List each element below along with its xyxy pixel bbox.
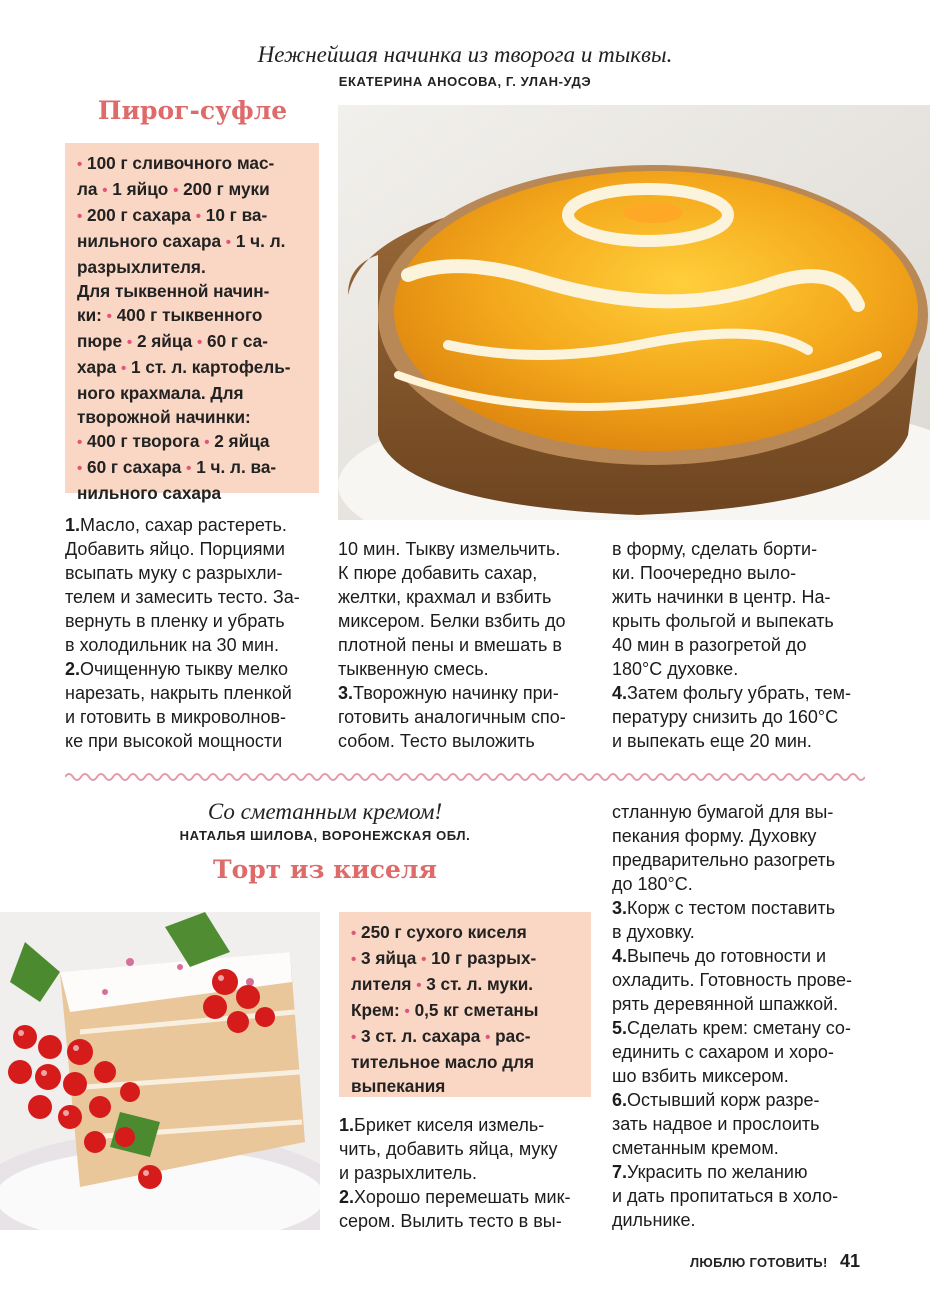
recipe2-step-line: зать надвое и прослоить [612, 1114, 820, 1134]
recipe2-step-line: 4.Выпечь до готовности и [612, 946, 827, 966]
recipe2-ingredient-line: тительное масло для [351, 1052, 535, 1072]
recipe1-ingredient-line: ла • 1 яйцо • 200 г муки [77, 179, 270, 199]
step-number: 2. [339, 1187, 355, 1207]
recipe2-step-line: 1.Брикет киселя измель- [339, 1115, 545, 1135]
step-number: 5. [612, 1018, 628, 1038]
recipe1-step-line: телем и замесить тесто. За- [65, 587, 300, 607]
recipe1-step-line: 3.Творожную начинку при- [338, 683, 559, 703]
recipe1-step-line: пературу снизить до 160°С [612, 707, 839, 727]
recipe2-title: Торт из киселя [213, 855, 437, 884]
recipe2-step-line: рять деревянной шпажкой. [612, 994, 839, 1014]
recipe1-ingredients-box [65, 143, 319, 503]
recipe1-steps-column-3 [612, 537, 874, 753]
recipe1-step-line: 2.Очищенную тыкву мелко [65, 659, 289, 679]
recipe1-ingredient-line: разрыхлителя. [77, 257, 206, 277]
recipe1-step-line: крыть фольгой и выпекать [612, 611, 834, 631]
recipe1-step-line: 1.Масло, сахар растереть. [65, 515, 287, 535]
step-number: 1. [65, 515, 81, 535]
recipe1-step-line: вернуть в пленку и убрать [65, 611, 285, 631]
magazine-name: ЛЮБЛЮ ГОТОВИТЬ! [690, 1255, 828, 1270]
recipe2-step-line: и разрыхлитель. [339, 1163, 477, 1183]
recipe2-ingredient-line: • 3 ст. л. сахара • рас- [351, 1026, 531, 1046]
recipe2-step-line: дильнике. [612, 1210, 696, 1230]
recipe2-step-line: 2.Хорошо перемешать мик- [339, 1187, 571, 1207]
recipe1-ingredient-line: нильного сахара [77, 483, 222, 503]
recipe1-ingredient-line: нильного сахара • 1 ч. л. [77, 231, 286, 251]
recipe1-step-line: в форму, сделать борти- [612, 539, 818, 559]
recipe1-step-line: нарезать, накрыть пленкой [65, 683, 292, 703]
recipe1-step-line: и выпекать еще 20 мин. [612, 731, 812, 751]
recipe1-ingredient-line: ки: • 400 г тыквенного [77, 305, 263, 325]
recipe2-step-line: шо взбить миксером. [612, 1066, 789, 1086]
recipe2-tagline: Со сметанным кремом! [207, 799, 443, 824]
recipe1-ingredient-line: • 60 г сахара • 1 ч. л. ва- [77, 457, 277, 477]
recipe2-ingredient-line: • 3 яйца • 10 г разрых- [351, 948, 537, 968]
recipe2-step-line: 5.Сделать крем: сметану со- [612, 1018, 851, 1038]
recipe2-step-line: сером. Вылить тесто в вы- [339, 1211, 562, 1231]
recipe2-step-line: до 180°С. [612, 874, 693, 894]
recipe1-steps-column-1 [65, 513, 327, 753]
step-number: 3. [338, 683, 354, 703]
recipe1-step-line: К пюре добавить сахар, [338, 563, 538, 583]
recipe2-steps-column-2 [339, 1113, 601, 1233]
step-number: 6. [612, 1090, 628, 1110]
recipe2-step-line: 3.Корж с тестом поставить [612, 898, 836, 918]
recipe1-step-line: и готовить в микроволнов- [65, 707, 287, 727]
recipe1-step-line: 40 мин в разогретой до [612, 635, 807, 655]
recipe1-step-line: ке при высокой мощности [65, 731, 283, 751]
pie-photo [338, 105, 930, 520]
recipe1-tagline: Нежнейшая начинка из творога и тыквы. [257, 42, 673, 67]
recipe2-step-line: стланную бумагой для вы- [612, 802, 834, 822]
recipe1-ingredient-line: творожной начинки: [77, 407, 251, 427]
section-divider [65, 770, 865, 784]
recipe2-ingredient-line: лителя • 3 ст. л. муки. [351, 974, 534, 994]
recipe2-steps-column-3 [612, 800, 874, 1232]
recipe2-ingredient-line: • 250 г сухого киселя [351, 922, 527, 942]
recipe2-ingredient-line: выпекания [351, 1076, 446, 1096]
recipe2-step-line: сметанным кремом. [612, 1138, 779, 1158]
page-number: 41 [840, 1251, 861, 1271]
recipe1-ingredient-line: Для тыквенной начин- [77, 281, 270, 301]
recipe1-steps-column-2 [338, 537, 600, 753]
recipe1-title: Пирог-суфле [97, 96, 288, 125]
recipe2-step-line: предварительно разогреть [612, 850, 836, 870]
recipe1-ingredients-list [77, 151, 309, 505]
recipe2-step-line: 6.Остывший корж разре- [612, 1090, 820, 1110]
step-number: 7. [612, 1162, 628, 1182]
recipe1-step-line: 10 мин. Тыкву измельчить. [338, 539, 561, 559]
recipe1-ingredient-line: ного крахмала. Для [77, 383, 244, 403]
recipe2-ingredient-line: Крем: • 0,5 кг сметаны [351, 1000, 539, 1020]
recipe1-step-line: готовить аналогичным спо- [338, 707, 566, 727]
recipe1-step-line: собом. Тесто выложить [338, 731, 535, 751]
recipe2-step-line: и дать пропитаться в холо- [612, 1186, 839, 1206]
recipe2-step-line: 7.Украсить по желанию [612, 1162, 808, 1182]
step-number: 2. [65, 659, 81, 679]
step-number: 4. [612, 683, 628, 703]
recipe1-step-line: 4.Затем фольгу убрать, тем- [612, 683, 851, 703]
recipe1-ingredient-line: • 100 г сливочного мас- [77, 153, 275, 173]
recipe1-ingredient-line: пюре • 2 яйца • 60 г са- [77, 331, 268, 351]
recipe1-author: ЕКАТЕРИНА АНОСОВА, Г. УЛАН-УДЭ [338, 74, 592, 89]
recipe1-step-line: 180°С духовке. [612, 659, 739, 679]
step-number: 3. [612, 898, 628, 918]
recipe1-step-line: в холодильник на 30 мин. [65, 635, 279, 655]
recipe2-step-line: охладить. Готовность прове- [612, 970, 852, 990]
cake-photo [0, 912, 320, 1230]
recipe1-step-line: ки. Поочередно выло- [612, 563, 797, 583]
recipe1-step-line: миксером. Белки взбить до [338, 611, 566, 631]
recipe1-step-line: плотной пены и вмешать в [338, 635, 562, 655]
recipe2-step-line: пекания форму. Духовку [612, 826, 817, 846]
recipe1-step-line: Добавить яйцо. Порциями [65, 539, 285, 559]
step-number: 4. [612, 946, 628, 966]
step-number: 1. [339, 1115, 355, 1135]
recipe1-step-line: жить начинки в центр. На- [612, 587, 831, 607]
recipe1-ingredient-line: • 400 г творога • 2 яйца [77, 431, 270, 451]
recipe2-ingredients-list [351, 920, 581, 1098]
recipe1-ingredient-line: • 200 г сахара • 10 г ва- [77, 205, 268, 225]
recipe1-step-line: всыпать муку с разрыхли- [65, 563, 283, 583]
recipe1-step-line: тыквенную смесь. [338, 659, 489, 679]
recipe2-step-line: чить, добавить яйца, муку [339, 1139, 558, 1159]
recipe1-ingredient-line: хара • 1 ст. л. картофель- [77, 357, 291, 377]
recipe2-ingredients-box [339, 912, 591, 1097]
recipe2-step-line: единить с сахаром и хоро- [612, 1042, 834, 1062]
recipe2-author: НАТАЛЬЯ ШИЛОВА, ВОРОНЕЖСКАЯ ОБЛ. [179, 828, 471, 843]
recipe2-step-line: в духовку. [612, 922, 695, 942]
recipe1-step-line: желтки, крахмал и взбить [338, 587, 552, 607]
